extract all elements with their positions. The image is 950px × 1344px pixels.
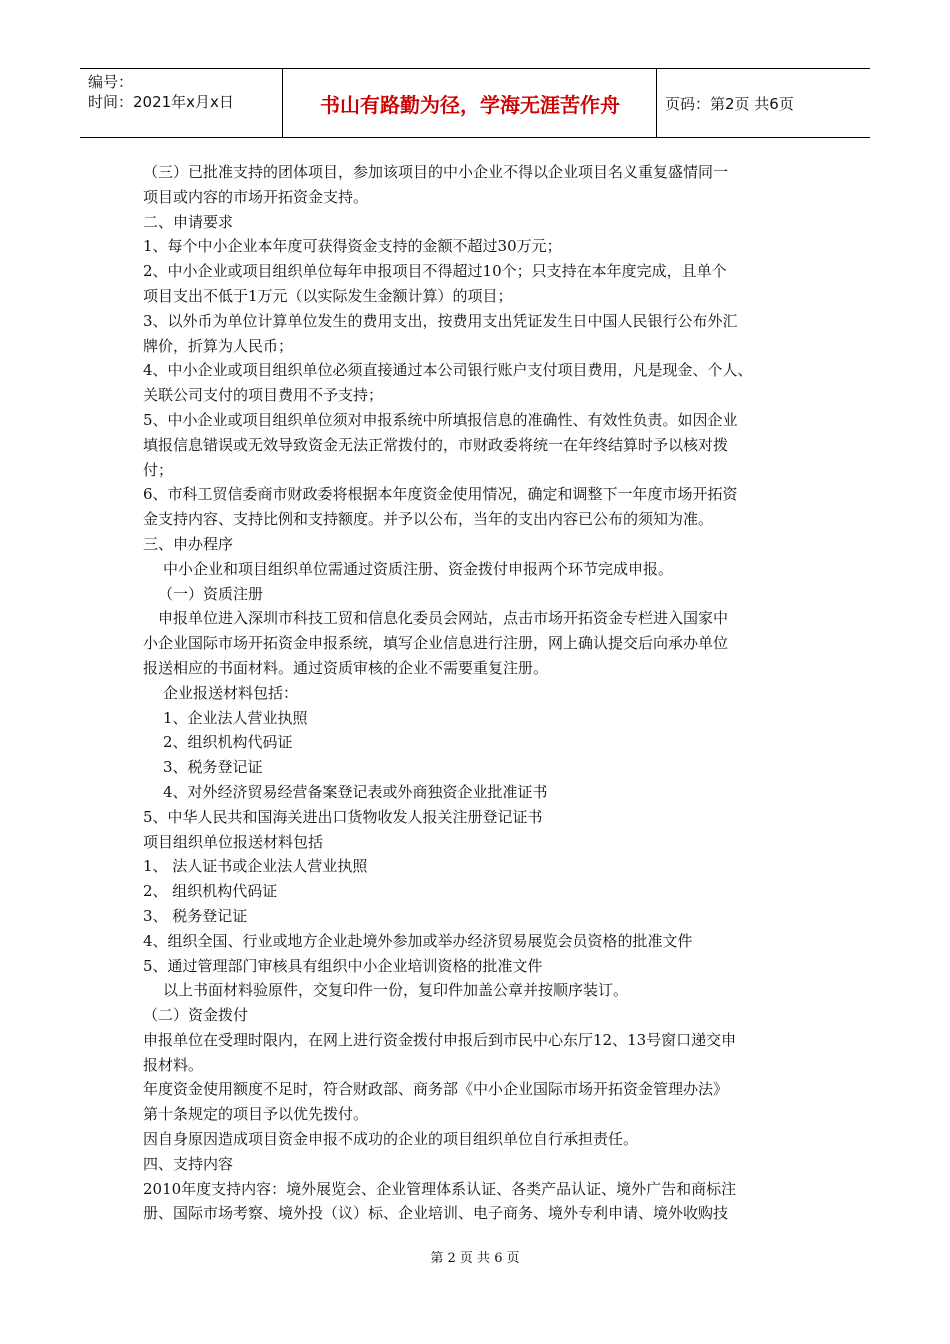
text-line: 小企业国际市场开拓资金申报系统，填写企业信息进行注册，网上确认提交后向承办单位 xyxy=(143,634,729,653)
text-line: 牌价，折算为人民币； xyxy=(143,336,294,355)
text-line: 项目支出不低于1万元（以实际发生金额计算）的项目； xyxy=(143,286,513,305)
text-line: 2、组织机构代码证 xyxy=(163,733,293,752)
text-line: 5、通过管理部门审核具有组织中小企业培训资格的批准文件 xyxy=(143,956,543,975)
text-line: 6、市科工贸信委商市财政委将根据本年度资金使用情况，确定和调整下一年度市场开拓资 xyxy=(143,485,738,504)
text-line: 2010年度支持内容：境外展览会、企业管理体系认证、各类产品认证、境外广告和商标注 xyxy=(143,1179,737,1198)
page-footer: 第 2 页 共 6 页 xyxy=(430,1251,520,1266)
text-line: 4、组织全国、行业或地方企业赴境外参加或举办经济贸易展览会员资格的批准文件 xyxy=(143,931,693,950)
text-line: 3、 税务登记证 xyxy=(143,906,248,925)
text-line: 5、中华人民共和国海关进出口货物收发人报关注册登记证书 xyxy=(143,807,543,826)
text-line: 3、税务登记证 xyxy=(163,758,263,777)
text-line: 1、 法人证书或企业法人营业执照 xyxy=(143,857,368,876)
text-line: 年度资金使用额度不足时，符合财政部、商务部《中小企业国际市场开拓资金管理办法》 xyxy=(143,1080,729,1099)
text-line: 以上书面材料验原件，交复印件一份，复印件加盖公章并按顺序装订。 xyxy=(163,981,629,1000)
text-line: 第十条规定的项目予以优先拨付。 xyxy=(143,1105,369,1124)
text-line: 四、支持内容 xyxy=(143,1154,234,1173)
document-body xyxy=(143,160,823,1226)
text-line: 申报单位进入深圳市科技工贸和信息化委员会网站，点击市场开拓资金专栏进入国家中 xyxy=(158,609,729,628)
text-line: 中小企业和项目组织单位需通过资质注册、资金拨付申报两个环节完成申报。 xyxy=(163,559,674,578)
doc-time-label: 时间：2021年x月x日 xyxy=(88,93,234,111)
text-line: 5、中小企业或项目组织单位须对申报系统中所填报信息的准确性、有效性负责。如因企业 xyxy=(143,410,738,429)
text-line: 报送相应的书面材料。通过资质审核的企业不需要重复注册。 xyxy=(143,658,549,677)
text-line: 2、 组织机构代码证 xyxy=(143,882,278,901)
text-line: 报材料。 xyxy=(143,1055,204,1074)
text-line: 付； xyxy=(143,460,174,479)
text-line: 关联公司支付的项目费用不予支持； xyxy=(143,386,384,405)
header-meta-cell xyxy=(80,69,283,137)
text-line: 金支持内容、支持比例和支持额度。并予以公布，当年的支出内容已公布的须知为准。 xyxy=(143,510,714,529)
text-line: 3、以外币为单位计算单位发生的费用支出，按费用支出凭证发生日中国人民银行公布外汇 xyxy=(143,311,738,330)
text-line: （三）已批准支持的团体项目，参加该项目的中小企业不得以企业项目名义重复盛情同一 xyxy=(143,163,729,181)
text-line: 填报信息错误或无效导致资金无法正常拨付的，市财政委将统一在年终结算时予以核对拨 xyxy=(143,435,729,454)
text-line: 项目或内容的市场开拓资金支持。 xyxy=(143,187,369,206)
text-line: （一）资质注册 xyxy=(158,584,264,603)
text-line: 4、中小企业或项目组织单位必须直接通过本公司银行账户支付项目费用，凡是现金、个人、 xyxy=(143,361,753,380)
doc-number-label: 编号： xyxy=(88,73,134,91)
text-line: 1、每个中小企业本年度可获得资金支持的金额不超过30万元； xyxy=(143,237,562,256)
text-line: 项目组织单位报送材料包括 xyxy=(143,832,324,851)
text-line: 4、对外经济贸易经营备案登记表或外商独资企业批准证书 xyxy=(163,782,548,801)
text-line: 1、企业法人营业执照 xyxy=(163,708,308,727)
header-page-info: 页码：第2页 共6页 xyxy=(665,94,794,113)
text-line: 三、申办程序 xyxy=(143,534,234,553)
text-line: 申报单位在受理时限内，在网上进行资金拨付申报后到市民中心东厅12、13号窗口递交申 xyxy=(143,1030,737,1049)
header-motto: 书山有路勤为径，学海无涯苦作舟 xyxy=(284,69,657,137)
text-line: 册、国际市场考察、境外投（议）标、企业培训、电子商务、境外专利申请、境外收购技 xyxy=(143,1204,729,1223)
text-line: 企业报送材料包括： xyxy=(163,683,299,702)
text-line: （二）资金拨付 xyxy=(143,1006,249,1025)
text-line: 2、中小企业或项目组织单位每年申报项目不得超过10个；只支持在本年度完成，且单个 xyxy=(143,262,727,281)
text-line: 因自身原因造成项目资金申报不成功的企业的项目组织单位自行承担责任。 xyxy=(143,1130,639,1149)
text-line: 二、申请要求 xyxy=(143,212,234,231)
page-header xyxy=(80,68,870,138)
